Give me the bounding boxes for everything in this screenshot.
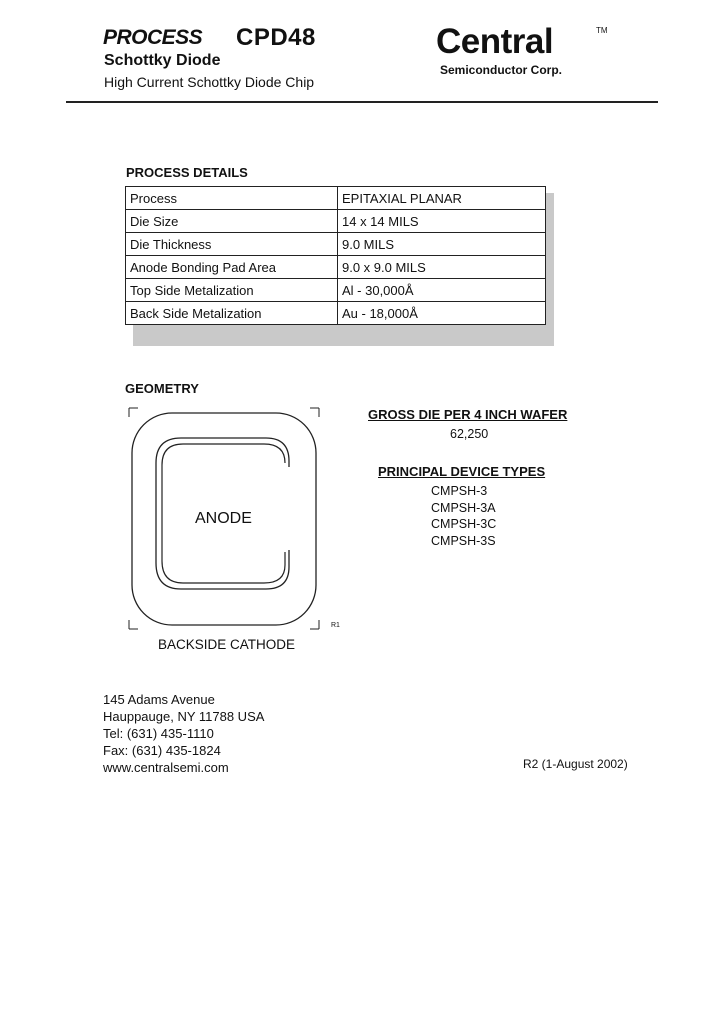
process-heading: PROCESS bbox=[103, 26, 203, 49]
row-label: Top Side Metalization bbox=[126, 279, 338, 302]
backside-cathode-label: BACKSIDE CATHODE bbox=[158, 637, 296, 652]
row-label: Anode Bonding Pad Area bbox=[126, 256, 338, 279]
row-label: Die Thickness bbox=[126, 233, 338, 256]
part-number: CPD48 bbox=[236, 24, 316, 51]
company-logo-subtitle: Semiconductor Corp. bbox=[440, 63, 563, 77]
table-row bbox=[126, 210, 546, 233]
table-row bbox=[126, 302, 546, 325]
fax: Fax: (631) 435-1824 bbox=[103, 743, 221, 758]
telephone: Tel: (631) 435-1110 bbox=[103, 726, 214, 741]
process-details-table bbox=[125, 186, 546, 325]
principal-devices-title: PRINCIPAL DEVICE TYPES bbox=[378, 464, 546, 479]
address-line-1: 145 Adams Avenue bbox=[103, 692, 215, 707]
table-row bbox=[126, 233, 546, 256]
row-value: 14 x 14 MILS bbox=[338, 210, 546, 233]
header-divider bbox=[66, 101, 658, 103]
row-value: EPITAXIAL PLANAR bbox=[338, 187, 546, 210]
row-label: Back Side Metalization bbox=[126, 302, 338, 325]
drawing-revision: R1 bbox=[331, 622, 340, 629]
document-revision: R2 (1-August 2002) bbox=[523, 757, 628, 771]
process-details-title: PROCESS DETAILS bbox=[126, 165, 248, 180]
row-value: 9.0 x 9.0 MILS bbox=[338, 256, 546, 279]
geometry-title: GEOMETRY bbox=[125, 381, 199, 396]
device-description: High Current Schottky Diode Chip bbox=[104, 74, 315, 90]
row-value: Al - 30,000Å bbox=[338, 279, 546, 302]
row-label: Die Size bbox=[126, 210, 338, 233]
gross-die-value: 62,250 bbox=[450, 427, 489, 441]
gross-die-title: GROSS DIE PER 4 INCH WAFER bbox=[368, 407, 568, 422]
company-logo: Central bbox=[436, 22, 554, 61]
device-type: Schottky Diode bbox=[104, 52, 221, 69]
device-type-item: CMPSH-3S bbox=[431, 534, 496, 548]
row-value: Au - 18,000Å bbox=[338, 302, 546, 325]
website-link[interactable]: www.centralsemi.com bbox=[103, 760, 229, 775]
table-row bbox=[126, 187, 546, 210]
table-row bbox=[126, 279, 546, 302]
row-label: Process bbox=[126, 187, 338, 210]
device-type-item: CMPSH-3A bbox=[431, 501, 496, 515]
device-type-item: CMPSH-3 bbox=[431, 484, 488, 498]
row-value: 9.0 MILS bbox=[338, 233, 546, 256]
trademark-mark: TM bbox=[596, 26, 608, 35]
address-line-2: Hauppauge, NY 11788 USA bbox=[103, 709, 265, 724]
device-type-item: CMPSH-3C bbox=[431, 517, 497, 531]
anode-label: ANODE bbox=[195, 510, 252, 527]
table-row bbox=[126, 256, 546, 279]
